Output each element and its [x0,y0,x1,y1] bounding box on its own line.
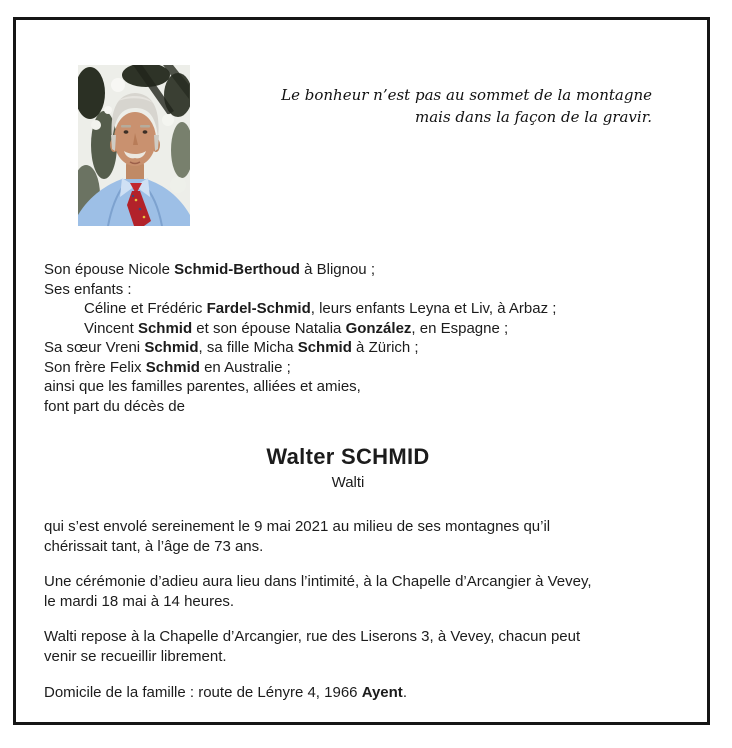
deceased-nickname: Walti [331,474,365,491]
family-line-relatives: ainsi que les familles parentes, alliées et amies, [44,378,361,395]
paragraph-domicile [44,683,407,703]
deceased-name: Walter SCHMID [266,444,430,469]
paragraph-ceremony [44,572,592,612]
ceremony-line-1: Une cérémonie d’adieu aura lieu dans l’intimité, à la Chapelle d’Arcangier à Vevey, [44,573,592,590]
paragraph-death [44,517,550,557]
ceremony-line-2: le mardi 18 mai à 14 heures. [44,593,235,610]
family-line-spouse: Son épouse Nicole Schmid-Berthoud à Blignou ; [44,261,375,278]
family-line-daughter: Céline et Frédéric Fardel-Schmid, leurs enfants Leyna et Liv, à Arbaz ; [84,300,557,317]
family-line-children: Ses enfants : [44,280,132,298]
repose-line-2: venir se recueillir librement. [44,648,227,665]
portrait-photo [78,65,190,226]
deceased-name-block [44,444,652,491]
family-announcement [44,260,556,416]
family-line-announce: font part du décès de [44,397,185,415]
family-line-son: Vincent Schmid et son épouse Natalia González, en Espagne ; [84,319,509,337]
family-line-brother: Son frère Felix Schmid en Australie ; [44,358,291,376]
quote-line-2: mais dans la façon de la gravir. [415,108,652,126]
portrait-photo-image [78,65,190,226]
death-line-2: chérissait tant, à l’âge de 73 ans. [44,538,264,555]
family-line-sister: Sa sœur Vreni Schmid, sa fille Micha Schmid à Zürich ; [44,339,419,356]
repose-line-1: Walti repose à la Chapelle d’Arcangier, rue des Liserons 3, à Vevey, chacun peut [44,628,581,645]
domicile-line-1: Domicile de la famille : route de Lényre 4, 1966 Ayent. [44,684,407,701]
paragraph-repose [44,627,580,667]
epigraph-quote [281,84,652,128]
quote-line-1: Le bonheur n’est pas au sommet de la montagne [281,86,652,104]
death-line-1: qui s’est envolé sereinement le 9 mai 2021 au milieu de ses montagnes qu’il [44,518,551,535]
